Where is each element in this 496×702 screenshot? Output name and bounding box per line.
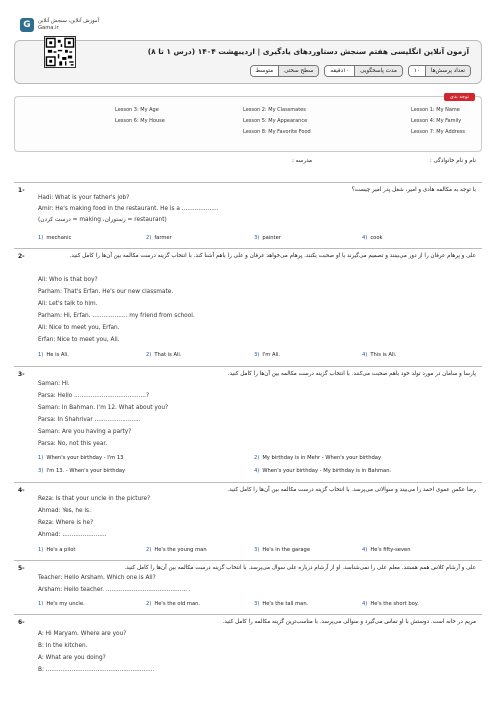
option-4[interactable]: 4) This is Ali.: [362, 352, 397, 358]
question-number: 2-: [18, 253, 25, 260]
question-3: [14, 366, 482, 480]
option-4[interactable]: 4) cook: [362, 235, 383, 241]
lesson-item: Lesson 1: My Name: [411, 107, 460, 113]
lesson-item: Lesson 8: My Favorite Food: [243, 129, 311, 135]
option-2[interactable]: 2) farmer: [146, 235, 172, 241]
dialogue-line: Parsa: Hello .......................................?: [38, 393, 150, 399]
dialogue-line: Parham: That's Erfan. He's our new classmate.: [38, 289, 174, 295]
option-1[interactable]: 1) When's your birthday - I'm 13: [38, 455, 124, 461]
question-text: رضا عکس عموی احمد را می‌بیند و سوالاتی می‌پرسد. با انتخاب گزینه درست مکالمه بین آن‌ها را کامل کنید.: [227, 487, 476, 493]
exam-title: آزمون آنلاین انگلیسی هفتم سنجش دستاوردهای یادگیری | اردیبهشت ۱۴۰۴ (درس ۱ تا ۸): [147, 47, 469, 56]
option-1[interactable]: 1) He's a pilot: [38, 547, 76, 553]
option-4[interactable]: 4) He's fifty-seven: [362, 547, 411, 553]
student-name-field[interactable]: نام و نام خانوادگی :: [429, 158, 476, 164]
question-text: مریم در خانه است. دوستش با او تماس می‌گیرد و سوالی می‌پرسد. با مناسب‌ترین گزینه مکالمه را کامل کنید.: [222, 619, 476, 625]
dialogue-line: B: ...........................................................: [38, 667, 155, 673]
dialogue-line: Saman: In Bahman. I'm 12. What about you?: [38, 405, 169, 411]
question-5: [14, 560, 482, 612]
exam-info: [250, 65, 472, 77]
option-3[interactable]: 3) I'm Ali.: [254, 352, 281, 358]
option-3[interactable]: 3) He's the tall man.: [254, 601, 309, 607]
question-text: علی و پرهام عرفان را از دور می‌بینند و تصمیم می‌گیرند با او صحبت بکنند. پرهام می‌خواهد عرفان و علی را باهم آشنا کند. با انتخاب گزینه درست مکالمه بین آن‌ها را کامل کنید.: [69, 253, 476, 259]
question-text: علی و آرشام کلاس همم هستند. معلم علی را نمی‌شناسد. او از آرشام درباره علی سوال می‌پرسد. با انتخاب گزینه درست مکالمه بین آن‌ها را کامل کنید.: [124, 565, 476, 571]
info-difficulty: سطح سختی متوسط: [250, 65, 320, 77]
lesson-item: Lesson 3: My Age: [115, 107, 159, 113]
option-1[interactable]: 1) He is Ali.: [38, 352, 69, 358]
question-2: [14, 248, 482, 364]
info-duration: مدت پاسخگویی ۱۰دقیقه: [324, 65, 402, 77]
option-3[interactable]: 3) He's in the garage: [254, 547, 311, 553]
question-number: 4-: [18, 487, 25, 494]
brand[interactable]: [20, 18, 99, 32]
option-2[interactable]: 2) That is Ali.: [146, 352, 182, 358]
question-number: 6-: [18, 619, 25, 626]
question-number: 1-: [18, 187, 25, 194]
brand-url[interactable]: Gama.ir: [38, 25, 59, 31]
qr-code-icon[interactable]: [44, 36, 76, 68]
dialogue-line: Teacher: Hello Arsham. Which one is Ali?: [38, 575, 156, 581]
dialogue-line: Ali: Nice to meet you, Erfan.: [38, 325, 120, 331]
gama-logo: G: [20, 18, 34, 32]
lesson-item: Lesson 4: My Family: [411, 118, 462, 124]
brand-tagline: آموزش آنلاین، سنجش آنلاین: [38, 18, 99, 24]
student-info-row: [14, 158, 482, 168]
dialogue-line: A: What are you doing?: [38, 655, 106, 661]
dialogue-line: Arsham: Hello teacher. ............................................ .: [38, 587, 191, 593]
info-question-count: تعداد پرسش‌ها ۱۰: [408, 65, 471, 77]
lesson-scope-box: [14, 96, 482, 152]
dialogue-line: Saman: Hi.: [38, 381, 70, 387]
lesson-item: Lesson 7: My Address: [411, 129, 466, 135]
option-4[interactable]: 4) When's your birthday - My birthday is in Bahman.: [254, 468, 392, 474]
lesson-item: Lesson 5: My Appearance: [243, 118, 308, 124]
option-1[interactable]: 1) mechanic: [38, 235, 72, 241]
option-1[interactable]: 1) He's my uncle.: [38, 601, 85, 607]
dialogue-line: Erfan: Nice to meet you, Ali.: [38, 337, 120, 343]
dialogue-line: A: Hi Maryam. Where are you?: [38, 631, 127, 637]
vocab-hint: (درست کردن = making ،رستوران = restaurant): [38, 217, 167, 223]
title-box: [14, 40, 482, 84]
dialogue-line: Ahmad: ........................: [38, 532, 107, 538]
lesson-item: Lesson 6: My House: [115, 118, 165, 124]
lesson-item: Lesson 2: My Classmates: [243, 107, 306, 113]
question-number: 5-: [18, 565, 25, 572]
dialogue-line: B: In the kitchen.: [38, 643, 88, 649]
question-number: 3-: [18, 371, 25, 378]
dialogue-line: Parsa: In Shahrivar .........................: [38, 417, 141, 423]
dialogue-line: Amir: He's making food in the restaurant. He is a ....................: [38, 206, 219, 212]
dialogue-line: Ali: Who is that boy?: [38, 277, 98, 283]
dialogue-line: Ali: Let's talk to him.: [38, 301, 98, 307]
dialogue-line: Parham: Hi, Erfan. ................... my friend from school.: [38, 313, 195, 319]
dialogue-line: Parsa: No, not this year.: [38, 441, 108, 447]
question-1: [14, 182, 482, 246]
option-3[interactable]: 3) I'm 13. - When's your birthday: [38, 468, 126, 474]
option-2[interactable]: 2) My birthday is in Mehr - When's your birthday: [254, 455, 382, 461]
dialogue-line: Ahmad: Yes, he is.: [38, 508, 91, 514]
question-text: پارسا و سامان در مورد تولد خود باهم صحبت می‌کنند. با انتخاب گزینه درست مکالمه بین آن‌ها را کامل کنید.: [227, 371, 476, 377]
dialogue-line: Hadi: What is your father's job?: [38, 195, 130, 201]
question-6: [14, 614, 482, 698]
option-2[interactable]: 2) He's the young man: [146, 547, 207, 553]
school-field[interactable]: مدرسه :: [292, 158, 312, 164]
attention-badge: توجه بدی: [444, 93, 475, 101]
dialogue-line: Saman: Are you having a party?: [38, 429, 132, 435]
dialogue-line: Reza: Is that your uncle in the picture?: [38, 496, 151, 502]
option-2[interactable]: 2) He's the old man.: [146, 601, 201, 607]
option-4[interactable]: 4) He's the short boy.: [362, 601, 419, 607]
option-3[interactable]: 3) painter: [254, 235, 281, 241]
exam-header: [14, 14, 482, 94]
question-text: با توجه به مکالمه هادی و امیر، شغل پدر امیر چیست؟: [351, 187, 476, 193]
dialogue-line: Reza: Where is he?: [38, 520, 94, 526]
question-4: [14, 482, 482, 558]
